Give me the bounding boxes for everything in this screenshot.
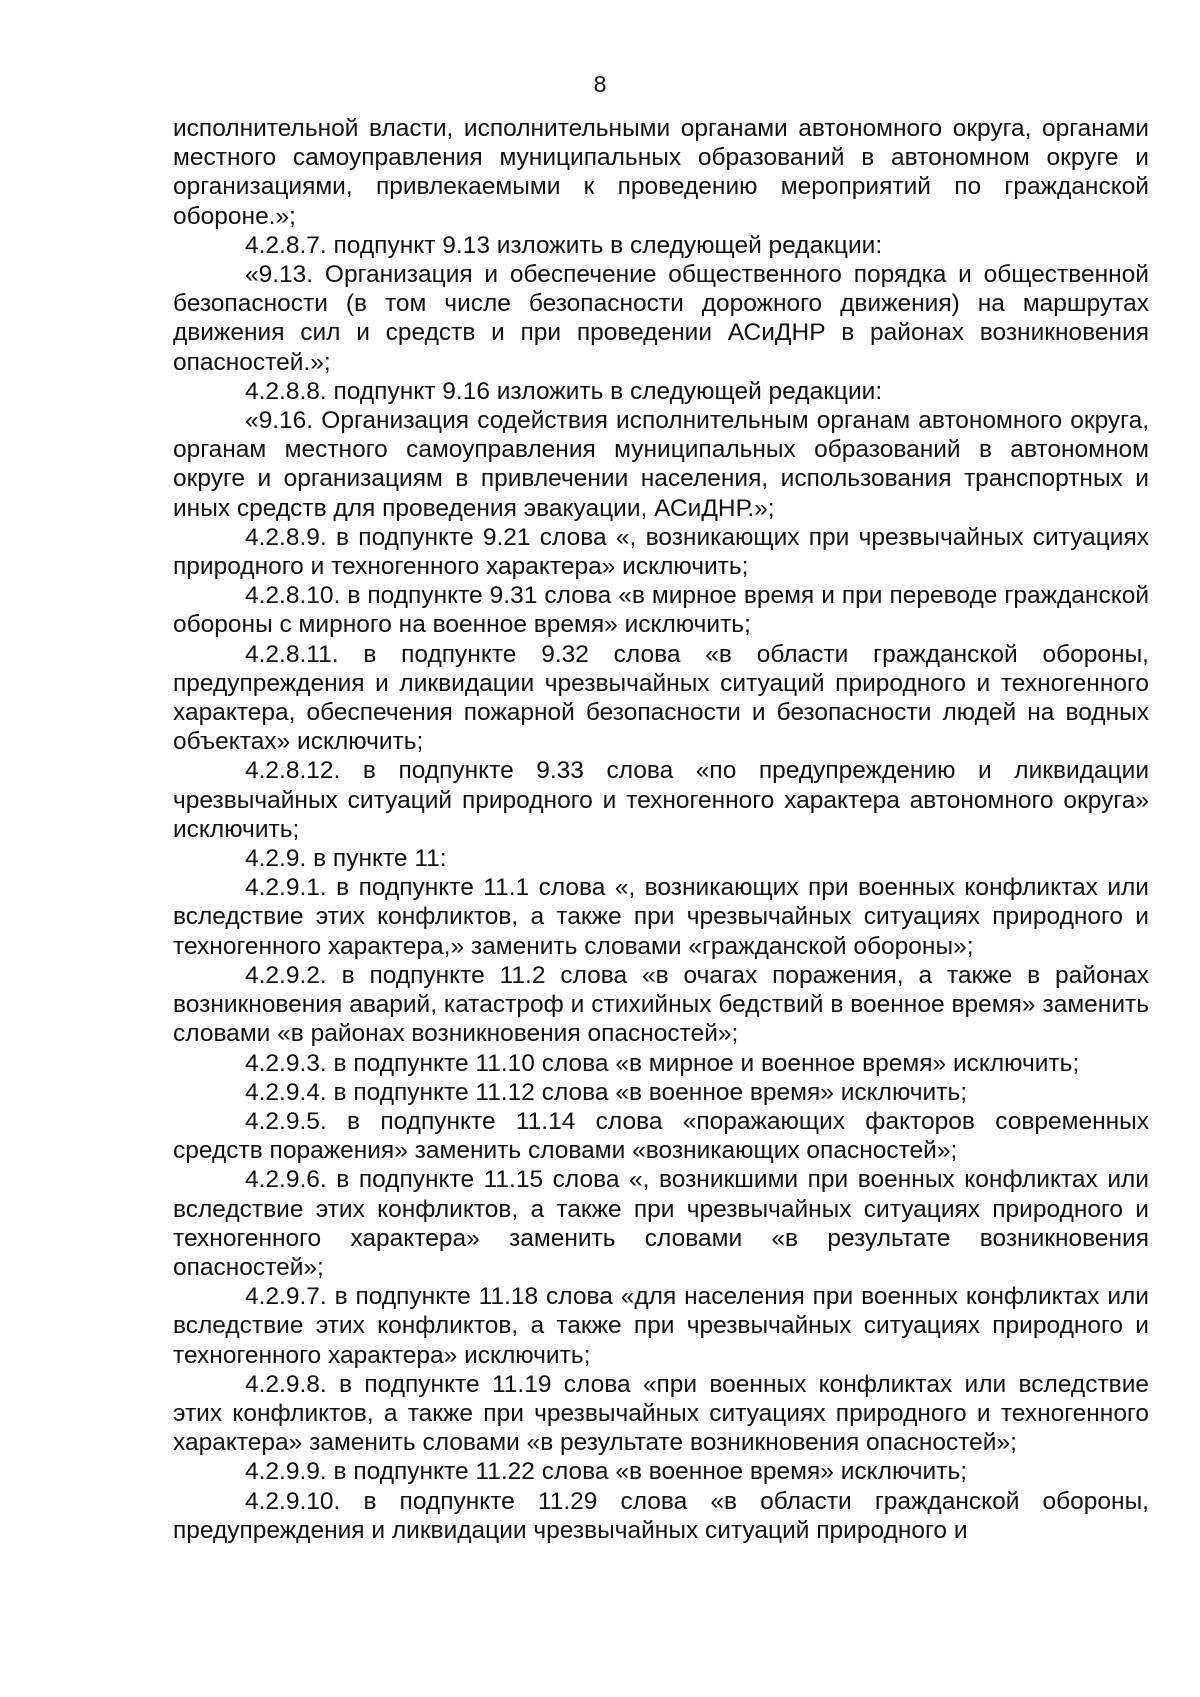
paragraph: 4.2.9.1. в подпункте 11.1 слова «, возникающих при военных конфликтах или вследствие этих конфликтов, а также при чрезвычайных ситуациях природного и техногенного характера,» заменить словами «гражданской обороны»;	[173, 874, 1149, 960]
page-number: 8	[593, 71, 607, 97]
paragraph: 4.2.9.3. в подпункте 11.10 слова «в мирное и военное время» исключить;	[245, 1049, 1080, 1077]
paragraph: 4.2.9.5. в подпункте 11.14 слова «поражающих факторов современных средств поражения» заменить словами «возникающих опасностей»;	[173, 1107, 1149, 1165]
document-body	[173, 114, 1149, 1545]
paragraph: 4.2.9.7. в подпункте 11.18 слова «для населения при военных конфликтах или вследствие этих конфликтов, а также при чрезвычайных ситуациях природного и техногенного характера» исключить;	[173, 1283, 1149, 1369]
paragraph: «9.16. Организация содействия исполнительным органам автономного округа, органам местного самоуправления муниципальных образований в автономном округе и организациям в привлечении населения, использования транспортных и иных средств для проведения эвакуации, АСиДНР.»;	[173, 407, 1149, 522]
paragraph: 4.2.9. в пункте 11:	[245, 845, 447, 873]
paragraph: 4.2.9.9. в подпункте 11.22 слова «в военное время» исключить;	[245, 1458, 968, 1486]
paragraph: 4.2.8.10. в подпункте 9.31 слова «в мирное время и при переводе гражданской обороны с мирного на военное время» исключить;	[173, 582, 1149, 639]
paragraph: 4.2.9.4. в подпункте 11.12 слова «в военное время» исключить;	[245, 1078, 968, 1106]
paragraph: 4.2.8.7. подпункт 9.13 изложить в следующей редакции:	[245, 231, 883, 259]
paragraph: 4.2.9.10. в подпункте 11.29 слова «в области гражданской обороны, предупреждения и ликвидации чрезвычайных ситуаций природного и	[173, 1487, 1149, 1544]
paragraph: исполнительной власти, исполнительными органами автономного округа, органами местного самоуправления муниципальных образований в автономном округе и организациями, привлекаемыми к проведению мероприятий по гражданской обороне.»;	[173, 115, 1149, 230]
paragraph: 4.2.9.6. в подпункте 11.15 слова «, возникшими при военных конфликтах или вследствие этих конфликтов, а также при чрезвычайных ситуациях природного и техногенного характера» заменить словами «в результате возникновения опасностей»;	[173, 1166, 1149, 1281]
paragraph: 4.2.9.2. в подпункте 11.2 слова «в очагах поражения, а также в районах возникновения аварий, катастроф и стихийных бедствий в военное время» заменить словами «в районах возникновения опасностей»;	[173, 961, 1149, 1048]
paragraph: 4.2.8.8. подпункт 9.16 изложить в следующей редакции:	[245, 377, 883, 405]
paragraph: «9.13. Организация и обеспечение общественного порядка и общественной безопасности (в том числе безопасности дорожного движения) на маршрутах движения сил и средств и при проведении АСиДНР в районах возникновения опасностей.»;	[173, 261, 1149, 376]
paragraph: 4.2.8.12. в подпункте 9.33 слова «по предупреждению и ликвидации чрезвычайных ситуаций природного и техногенного характера автономного округа» исключить;	[173, 757, 1149, 843]
paragraph: 4.2.9.8. в подпункте 11.19 слова «при военных конфликтах или вследствие этих конфликтов, а также при чрезвычайных ситуациях природного и техногенного характера» заменить словами «в результате возникновения опасностей»;	[173, 1370, 1149, 1457]
paragraph: 4.2.8.11. в подпункте 9.32 слова «в области гражданской обороны, предупреждения и ликвидации чрезвычайных ситуаций природного и техногенного характера, обеспечения пожарной безопасности и безопасности людей на водных объектах» исключить;	[173, 640, 1149, 756]
paragraph: 4.2.8.9. в подпункте 9.21 слова «, возникающих при чрезвычайных ситуациях природного и техногенного характера» исключить;	[173, 523, 1149, 581]
